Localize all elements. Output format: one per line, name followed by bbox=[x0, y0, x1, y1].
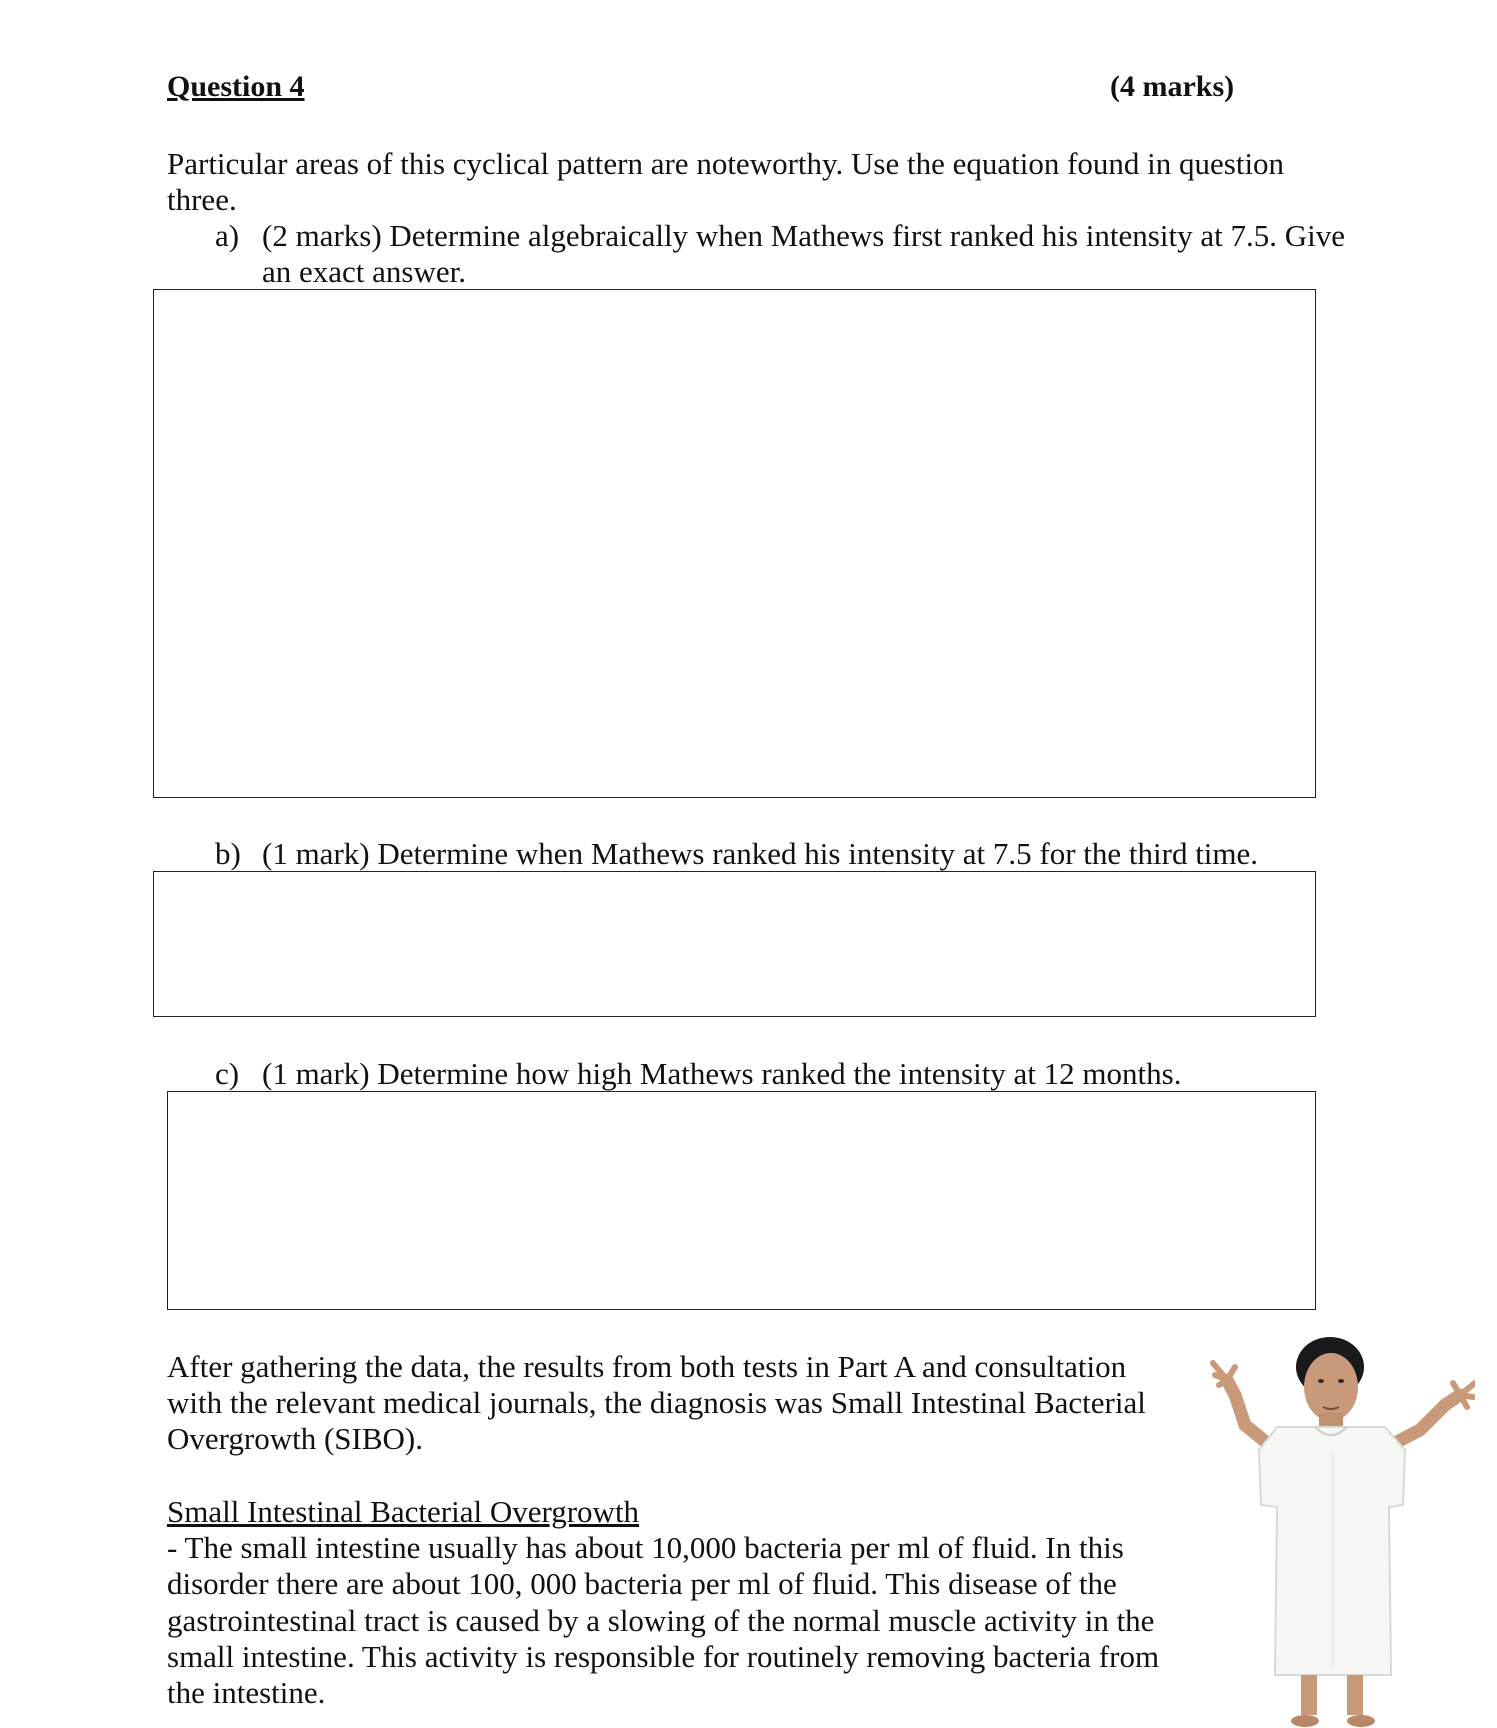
part-c-label: c) bbox=[215, 1056, 240, 1091]
diagnosis-line-1: After gathering the data, the results from both tests in Part A and consultation bbox=[167, 1349, 1127, 1384]
sibo-line-1: - The small intestine usually has about 10,000 bacteria per ml of fluid. In this bbox=[167, 1530, 1124, 1565]
sibo-line-2: disorder there are about 100, 000 bacteria per ml of fluid. This disease of the bbox=[167, 1566, 1117, 1601]
intro-line-2: three. bbox=[167, 182, 237, 217]
intro-line-1: Particular areas of this cyclical pattern are noteworthy. Use the equation found in question bbox=[167, 146, 1285, 181]
answer-box-a[interactable] bbox=[153, 289, 1316, 798]
question-marks: (4 marks) bbox=[1110, 70, 1235, 103]
patient-face bbox=[1304, 1353, 1358, 1421]
part-a-line-1: (2 marks) Determine algebraically when Mathews first ranked his intensity at 7.5. Give bbox=[262, 218, 1345, 253]
patient-right-leg bbox=[1347, 1675, 1363, 1715]
patient-left-leg bbox=[1301, 1675, 1317, 1715]
part-c-text: (1 mark) Determine how high Mathews ranked the intensity at 12 months. bbox=[262, 1056, 1182, 1091]
patient-right-arm bbox=[1395, 1395, 1460, 1443]
question-title: Question 4 bbox=[167, 70, 305, 103]
diagnosis-line-2: with the relevant medical journals, the diagnosis was Small Intestinal Bacterial bbox=[167, 1385, 1146, 1420]
shrugging-patient-illustration bbox=[1205, 1325, 1475, 1728]
part-b-text: (1 mark) Determine when Mathews ranked his intensity at 7.5 for the third time. bbox=[262, 836, 1259, 871]
sibo-line-4: small intestine. This activity is responsible for routinely removing bacteria from bbox=[167, 1639, 1160, 1674]
part-b-label: b) bbox=[215, 836, 241, 871]
patient-left-arm bbox=[1227, 1380, 1267, 1443]
diagnosis-line-3: Overgrowth (SIBO). bbox=[167, 1421, 424, 1456]
answer-box-b[interactable] bbox=[153, 871, 1316, 1017]
sibo-line-5: the intestine. bbox=[167, 1675, 326, 1710]
answer-box-c[interactable] bbox=[167, 1091, 1316, 1310]
sibo-heading: Small Intestinal Bacterial Overgrowth bbox=[167, 1494, 640, 1529]
sibo-line-3: gastrointestinal tract is caused by a slowing of the normal muscle activity in the bbox=[167, 1603, 1155, 1638]
part-a-label: a) bbox=[215, 218, 240, 253]
part-a-line-2: an exact answer. bbox=[262, 254, 466, 289]
